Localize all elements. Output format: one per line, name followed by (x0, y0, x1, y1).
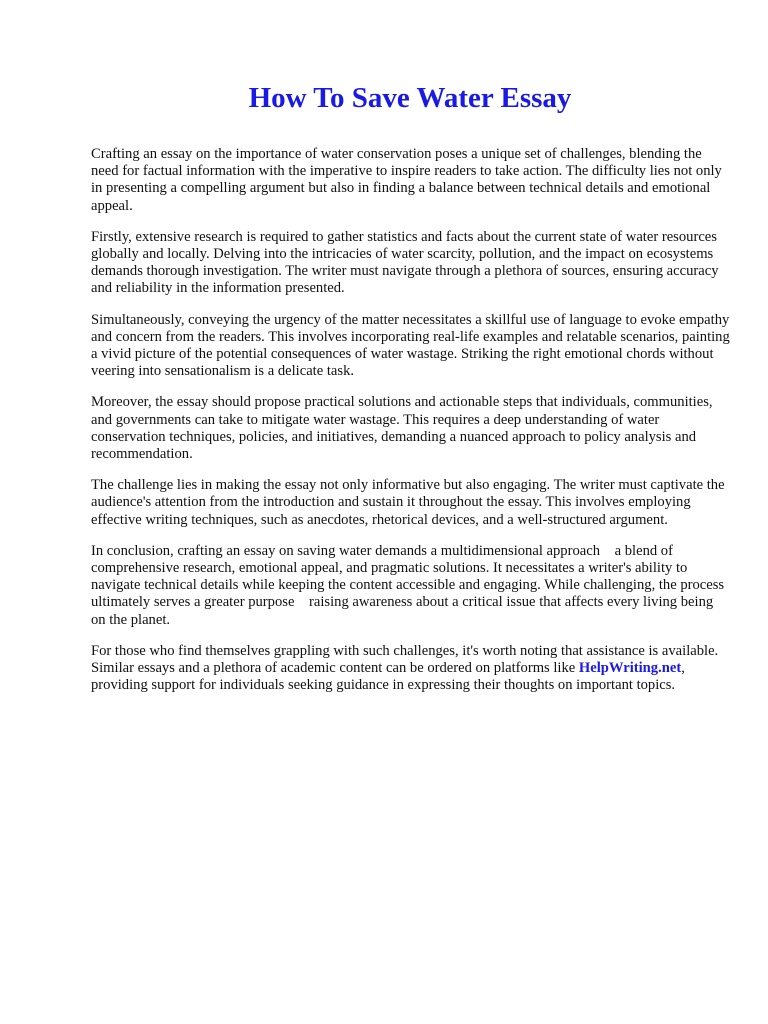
paragraph-3: Simultaneously, conveying the urgency of the matter necessitates a skillful use of language to evoke empathy and concern from the readers. This involves incorporating real-life examples and relatable scenarios, painting a vivid picture of the potential consequences of water wastage. Striking the right emotional chords without veering into sensationalism is a delicate task. (91, 311, 730, 380)
helpwriting-link[interactable]: HelpWriting.net (578, 660, 682, 677)
page-title: How To Save Water Essay (248, 82, 572, 114)
closing-text-after-link: , providing support for individuals seeking guidance in expressing their thoughts on important topics. (91, 660, 685, 694)
closing-text-before-link: For those who find themselves grappling with such challenges, it's worth noting that assistance is available. Similar essays and a plethora of academic content can be ordered on platforms like (91, 642, 719, 677)
closing-paragraph (91, 643, 731, 695)
paragraph-2: Firstly, extensive research is required to gather statistics and facts about the current state of water resources globally and locally. Delving into the intricacies of water scarcity, pollution, and the impact on ecosystems demands thorough investigation. The writer must navigate through a plethora of sources, ensuring accuracy and reliability in the information presented. (91, 228, 719, 297)
paragraph-1: Crafting an essay on the importance of water conservation poses a unique set of challenges, blending the need for factual information with the imperative to inspire readers to take action. The difficulty lies not only in presenting a compelling argument but also in finding a balance between technical details and emotional appeal. (91, 146, 722, 214)
paragraph-6: In conclusion, crafting an essay on saving water demands a multidimensional approach a blend of comprehensive research, emotional appeal, and pragmatic solutions. It necessitates a writer's ability to navigate technical details while keeping the content accessible and engaging. While challenging, the process ultimately serves a greater purpose raising awareness about a critical issue that affects every living being on the planet. (91, 542, 728, 628)
essay-body (91, 146, 731, 708)
paragraph-4: Moreover, the essay should propose practical solutions and actionable steps that individuals, communities, and governments can take to mitigate water wastage. This requires a deep understanding of water conservation techniques, policies, and initiatives, demanding a nuanced approach to policy analysis and recommendation. (91, 394, 713, 463)
paragraph-5: The challenge lies in making the essay not only informative but also engaging. The writer must captivate the audience's attention from the introduction and sustain it throughout the essay. This involves employing effective writing techniques, such as anecdotes, rhetorical devices, and a well-structured argument. (91, 477, 725, 528)
